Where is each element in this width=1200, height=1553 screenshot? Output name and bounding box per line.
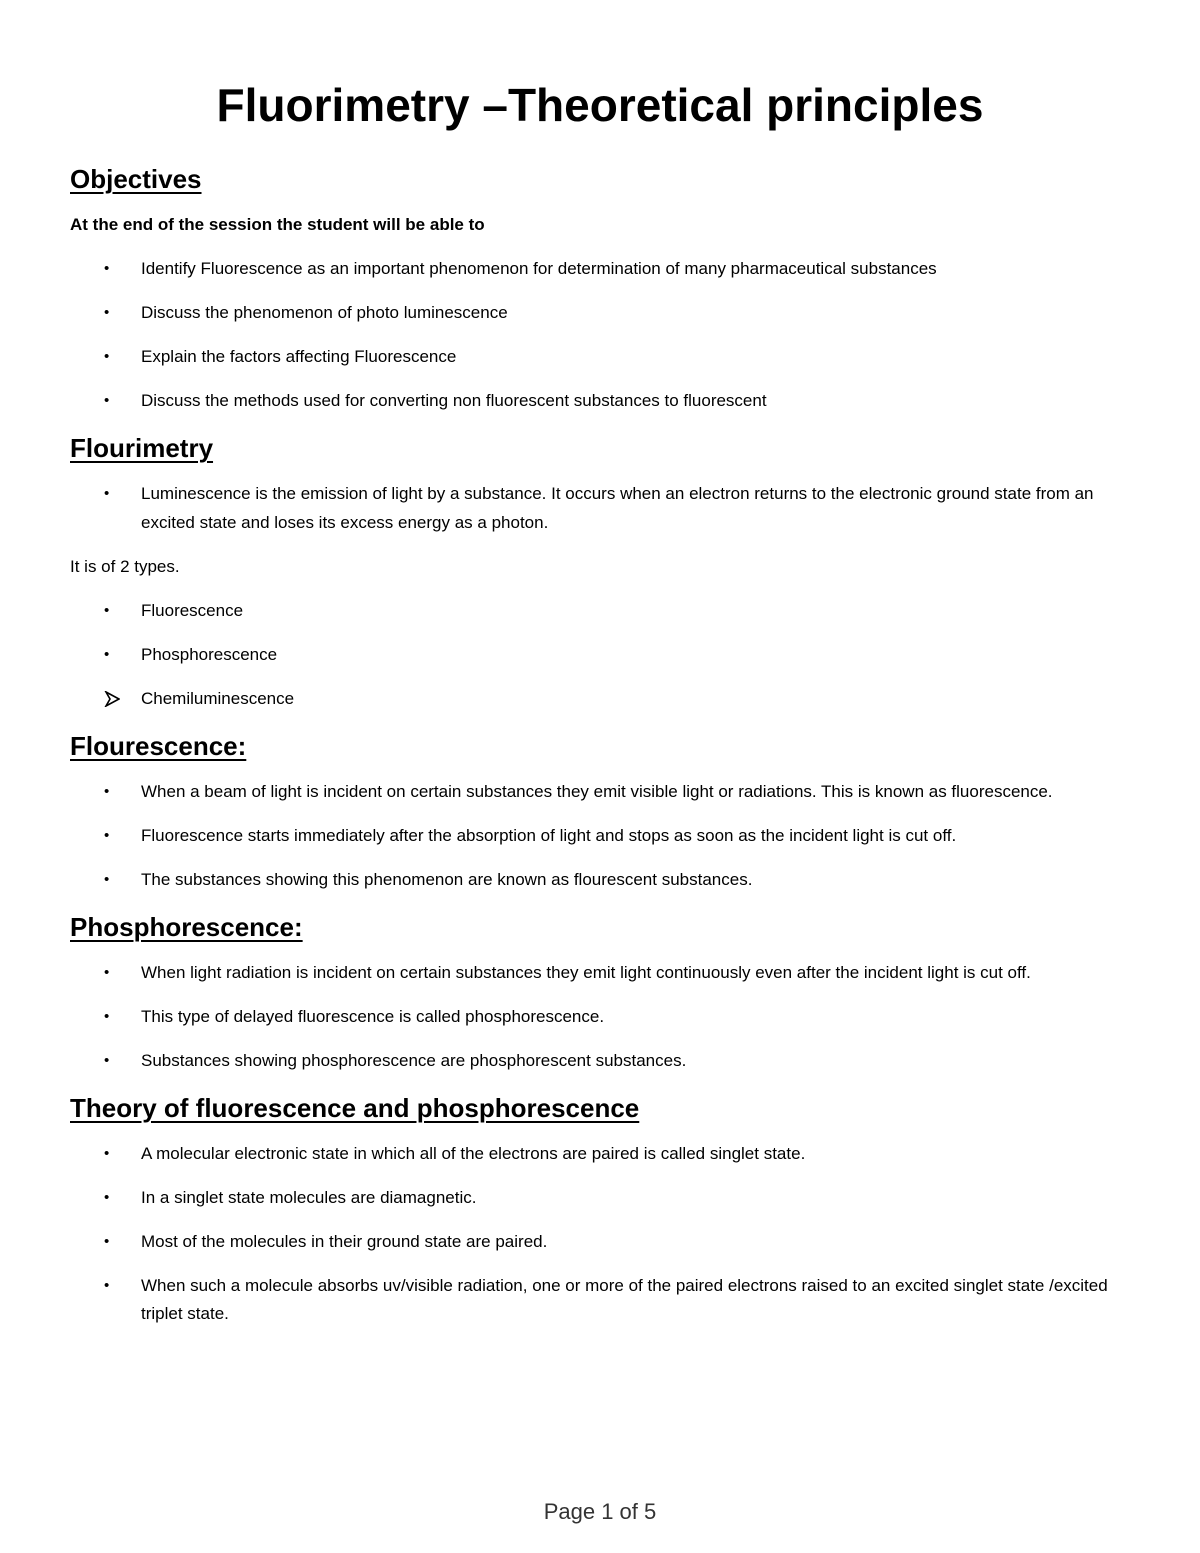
bullet-icon: • xyxy=(104,1051,110,1069)
list-item-text: Chemiluminescence xyxy=(141,688,295,708)
phosphorescence-heading: Phosphorescence: xyxy=(70,911,303,942)
list-item-text: Discuss the phenomenon of photo luminescence xyxy=(141,303,508,322)
list-item xyxy=(70,1184,1130,1213)
bullet-icon: • xyxy=(104,1276,110,1294)
list-item xyxy=(70,822,1130,851)
phosphorescence-section xyxy=(70,910,1130,1076)
list-item-text: Substances showing phosphorescence are phosphorescent substances. xyxy=(141,1050,687,1070)
theory-list xyxy=(70,1140,1130,1329)
list-item-text: When a beam of light is incident on certain substances they emit visible light or radiations. This is known as fluorescence. xyxy=(141,781,1053,801)
bullet-icon: • xyxy=(104,870,110,888)
page-title: Fluorimetry –Theoretical principles xyxy=(216,79,984,131)
objectives-section xyxy=(70,162,1130,416)
theory-heading: Theory of fluorescence and phosphorescence xyxy=(70,1092,640,1123)
list-item xyxy=(70,1140,1130,1169)
list-item-text: This type of delayed fluorescence is called phosphorescence. xyxy=(141,1006,605,1026)
list-item-text: In a singlet state molecules are diamagnetic. xyxy=(141,1187,477,1207)
list-item xyxy=(70,299,1130,328)
flourimetry-list xyxy=(70,480,1130,537)
list-item xyxy=(70,641,1130,670)
bullet-icon: • xyxy=(104,826,110,844)
types-intro: It is of 2 types. xyxy=(70,556,180,576)
bullet-icon: • xyxy=(104,392,110,409)
list-item xyxy=(70,778,1130,807)
list-item xyxy=(70,597,1130,626)
list-item xyxy=(70,480,1130,537)
bullet-icon: • xyxy=(104,782,110,800)
bullet-icon: • xyxy=(104,1007,110,1025)
objectives-list xyxy=(70,255,1130,416)
bullet-icon: • xyxy=(104,1232,110,1250)
flourimetry-section xyxy=(70,431,1130,713)
list-item xyxy=(70,685,1130,714)
phosphorescence-list xyxy=(70,959,1130,1076)
list-item-text: Discuss the methods used for converting non fluorescent substances to fluorescent xyxy=(141,391,767,410)
list-item xyxy=(70,255,1130,284)
list-item xyxy=(70,866,1130,895)
list-item xyxy=(70,1047,1130,1076)
bullet-icon: • xyxy=(104,348,110,365)
bullet-icon: • xyxy=(104,645,110,663)
list-item-text: A molecular electronic state in which all of the electrons are paired is called singlet state. xyxy=(141,1143,806,1163)
bullet-icon: • xyxy=(104,963,110,981)
types-list xyxy=(70,597,1130,714)
list-item-text: Identify Fluorescence as an important phenomenon for determination of many pharmaceutical substances xyxy=(141,259,937,278)
objectives-intro: At the end of the session the student will be able to xyxy=(70,215,485,234)
list-item-text: The substances showing this phenomenon are known as flourescent substances. xyxy=(141,869,753,889)
objectives-heading: Objectives xyxy=(70,164,202,194)
list-item-text: When light radiation is incident on certain substances they emit light continuously even after the incident light is cut off. xyxy=(141,962,1031,982)
list-item xyxy=(70,1003,1130,1032)
theory-section xyxy=(70,1091,1130,1329)
list-item-text: Luminescence is the emission of light by a substance. It occurs when an electron returns to the electronic ground state from an excited state and loses its excess energy as a photon. xyxy=(141,484,1094,532)
list-item-text: Fluorescence xyxy=(141,600,244,620)
list-item-text: Fluorescence starts immediately after the absorption of light and stops as soon as the incident light is cut off. xyxy=(141,825,957,845)
arrowhead-bullet-icon xyxy=(104,691,120,707)
bullet-icon: • xyxy=(104,1188,110,1206)
page-number: Page 1 of 5 xyxy=(543,1499,657,1524)
bullet-icon: • xyxy=(104,601,110,619)
flourescence-list xyxy=(70,778,1130,895)
flourescence-section xyxy=(70,729,1130,895)
list-item-text: Most of the molecules in their ground state are paired. xyxy=(141,1231,548,1251)
bullet-icon: • xyxy=(104,1144,110,1162)
bullet-icon: • xyxy=(104,485,110,502)
list-item-text: When such a molecule absorbs uv/visible radiation, one or more of the paired electrons raised to an excited singlet state /excited triplet state. xyxy=(141,1275,1108,1323)
list-item-text: Explain the factors affecting Fluorescence xyxy=(141,347,457,366)
list-item xyxy=(70,1228,1130,1257)
list-item xyxy=(70,959,1130,988)
list-item xyxy=(70,1272,1130,1329)
list-item xyxy=(70,343,1130,372)
document-body xyxy=(70,162,1130,1344)
list-item-text: Phosphorescence xyxy=(141,644,278,664)
bullet-icon: • xyxy=(104,260,110,277)
bullet-icon: • xyxy=(104,304,110,321)
flourescence-heading: Flourescence: xyxy=(70,730,247,761)
flourimetry-heading: Flourimetry xyxy=(70,433,214,463)
list-item xyxy=(70,387,1130,416)
